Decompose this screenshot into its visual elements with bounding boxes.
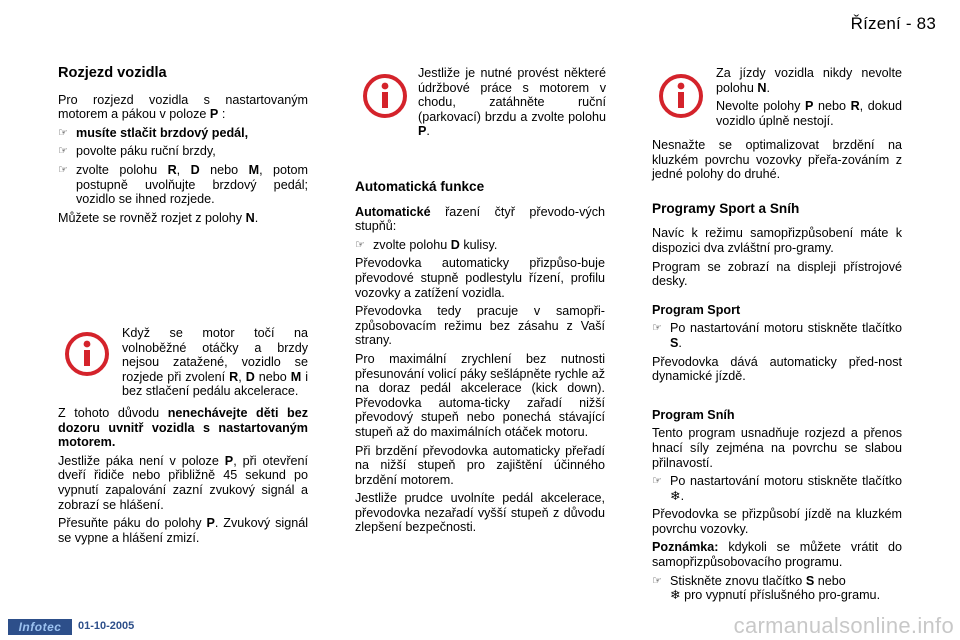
info-icon xyxy=(60,330,114,378)
watermark: carmanualsonline.info xyxy=(733,613,954,638)
list-item: ☞ Po nastartování motoru stiskněte tlačítko ❄. xyxy=(652,474,902,503)
section-heading: Programy Sport a Sníh xyxy=(652,200,800,216)
column-2 xyxy=(355,180,605,539)
paragraph: Z tohoto důvodu nenechávejte děti bez dozoru uvnitř vozidla s nastartovaným motorem. xyxy=(58,406,308,450)
info-note: Když se motor točí na volnoběžné otáčky a brzdy nejsou zatažené, vozidlo se rozjede při zvolení R, D nebo M i bez stlačení pedálu akcelerace. xyxy=(122,326,309,399)
paragraph: Jestliže páka není v poloze P, při otevření dveří řidiče nebo přibližně 45 sekund po vypnutí zapalování zazní zvukový signál a zobrazí se hlášení. xyxy=(58,453,309,512)
info-icon xyxy=(654,72,708,120)
paragraph: Pro maximální zrychlení bez nutnosti přesunování volicí páky sešlápněte rychle až na doraz pedál akcelerace (kick down). Převodovka automa-ticky zařadí nižší převodový stupeň nebo ponechá stávající stupeň až do maximálních otáček motoru. xyxy=(355,351,605,439)
paragraph: Převodovka automaticky přizpůso-buje převodové stupně podlestylu řízení, profilu vozovky a zatížení vozidla. xyxy=(355,256,605,300)
paragraph: Můžete se rovněž rozjet z polohy N. xyxy=(58,210,259,225)
paragraph: Přesuňte páku do polohy P. Zvukový signál se vypne a hlášení zmizí. xyxy=(58,516,308,545)
paragraph: Převodovka dává automaticky před-nost dynamické jízdě. xyxy=(652,354,902,384)
list-item: ☞ Stiskněte znovu tlačítko S nebo ❄ pro vypnutí příslušného pro-gramu. xyxy=(652,573,881,603)
list-item: ☞ zvolte polohu R, D nebo M, potom postupně uvolňujte brzdový pedál; vozidlo se ihned rozjede. xyxy=(58,162,308,207)
info-icon xyxy=(358,72,412,120)
pointing-hand-icon: ☞ xyxy=(58,163,68,176)
pointing-hand-icon: ☞ xyxy=(58,126,68,139)
pointing-hand-icon: ☞ xyxy=(652,322,662,335)
pointing-hand-icon: ☞ xyxy=(652,475,662,488)
paragraph: Převodovka se přizpůsobí jízdě na kluzkém povrchu vozovky. xyxy=(652,507,902,536)
info-note: Jestliže je nutné provést některé údržbové práce s motorem v chodu, zatáhněte ruční (parkovací) brzdu a zvolte polohu P. xyxy=(418,66,606,139)
pointing-hand-icon: ☞ xyxy=(355,238,365,251)
list-item: ☞ Po nastartování motoru stiskněte tlačítko S. xyxy=(652,321,902,350)
paragraph: Program se zobrazí na displeji přístrojové desky. xyxy=(652,259,902,289)
info-note: Za jízdy vozidla nikdy nevolte polohu N. Nevolte polohy P nebo R, dokud vozidlo úplně nestojí. xyxy=(716,66,903,128)
paragraph: Tento program usnadňuje rozjezd a přenos hnací síly zejména na povrchu se slabou přilnavostí. xyxy=(652,426,902,470)
snowflake-icon: ❄ xyxy=(670,488,681,503)
column-3 xyxy=(652,138,902,607)
column-1 xyxy=(58,66,308,229)
paragraph: Navíc k režimu samopřizpůsobení máte k dispozici dva zvláštní pro-gramy. xyxy=(652,226,902,255)
column-1-lower xyxy=(58,406,308,549)
paragraph: Při brzdění převodovka automaticky přeřadí na nižší stupeň pro zajištění účinného brzdění motorem. xyxy=(355,443,605,487)
paragraph: Poznámka: kdykoli se můžete vrátit do samopřizpůsobovacího programu. xyxy=(652,540,903,570)
snowflake-icon: ❄ xyxy=(670,588,681,603)
subheading: Program Sport xyxy=(652,302,741,317)
list-item: ☞ povolte páku ruční brzdy, xyxy=(58,144,216,159)
page-title: Řízení - 83 xyxy=(850,14,936,33)
paragraph: Pro rozjezd vozidla s nastartovaným motorem a pákou v poloze P : xyxy=(58,92,308,122)
paragraph: Nesnažte se optimalizovat brzdění na kluzkém povrchu vozovky přeřa-zováním z jedné polohy do druhé. xyxy=(652,138,902,182)
list-item: ☞ zvolte polohu D kulisy. xyxy=(355,237,498,252)
paragraph: Převodovka tedy pracuje v samopři-způsobovacím režimu bez zásahu z Vaší strany. xyxy=(355,304,605,348)
paragraph: Jestliže prudce uvolníte pedál akcelerace, převodovka nezařadí vyšší stupeň z důvodu zlepšení bezpečnosti. xyxy=(355,491,605,535)
pointing-hand-icon: ☞ xyxy=(58,145,68,158)
list-item: ☞ musíte stlačit brzdový pedál, xyxy=(58,125,249,140)
pointing-hand-icon: ☞ xyxy=(652,574,662,587)
section-heading: Rozjezd vozidla xyxy=(58,65,167,81)
paragraph: Automatické řazení čtyř převodo-vých stupňů: xyxy=(355,204,606,234)
subheading: Program Sníh xyxy=(652,407,735,422)
print-date: 01-10-2005 xyxy=(78,620,135,632)
infotec-logo: Infotec xyxy=(8,619,72,635)
section-heading: Automatická funkce xyxy=(355,179,485,194)
